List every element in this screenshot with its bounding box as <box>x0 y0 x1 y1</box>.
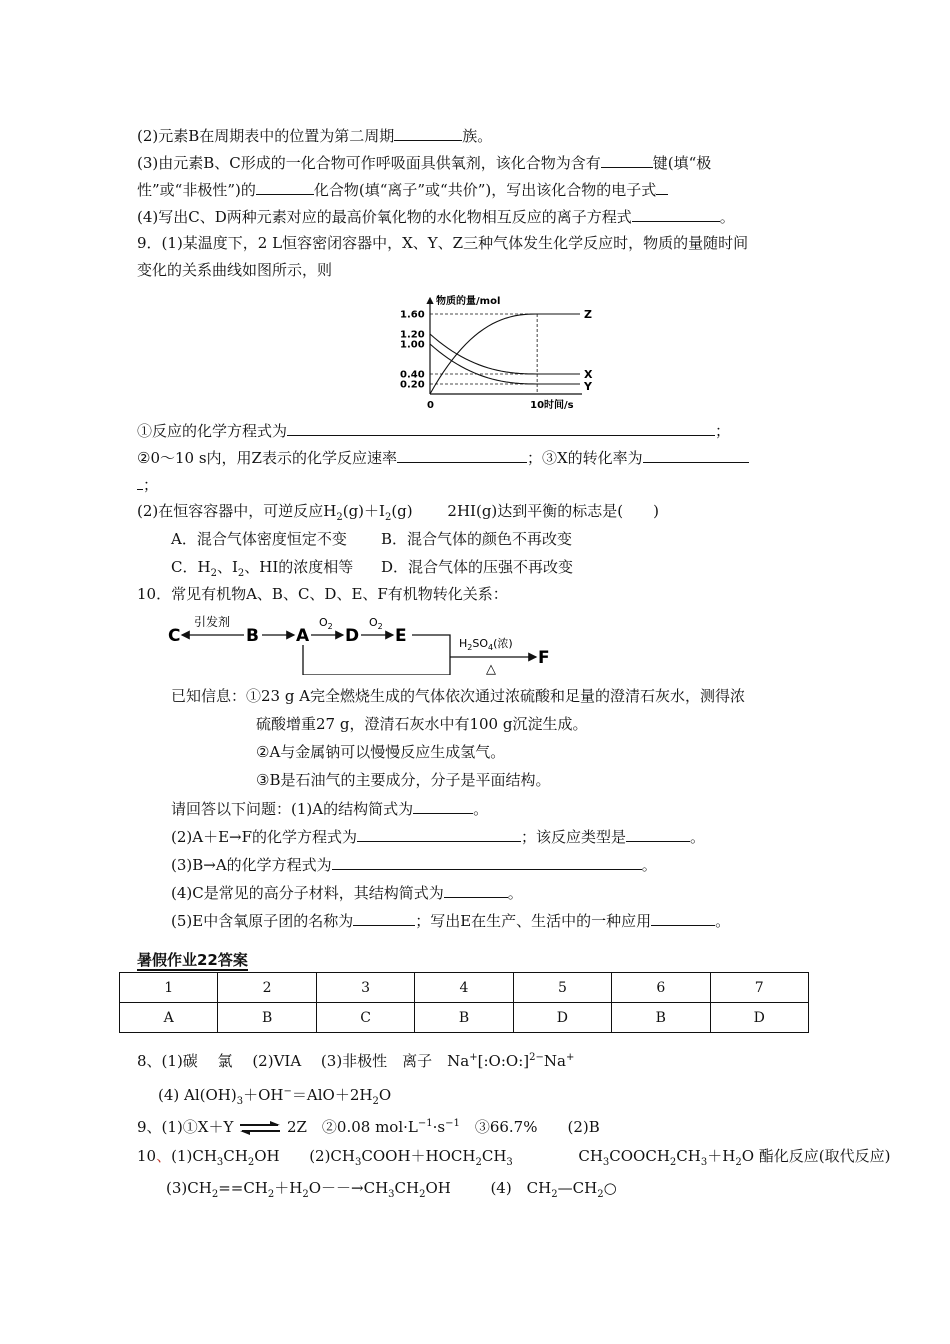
q10-known-1: 已知信息：①23 g A完全燃烧生成的气体依次通过浓硫酸和足量的澄清石灰水，测得浓 <box>171 687 746 705</box>
answer-choice-3: C <box>316 1003 414 1033</box>
answer-choice-5: D <box>513 1003 611 1033</box>
compound-b: B <box>246 626 259 646</box>
q9-option-c: C．$H_2$、$I_2$、HI的浓度相等 <box>171 558 354 579</box>
answer-10-line2: $(3)CH_2==CH_2+H_2O--\to CH_3CH_2OH$ (4) $CH_2—CH_2○$ <box>166 1179 617 1200</box>
y-tick-label: 0.40 <box>400 369 425 381</box>
q9-line1: 9．(1)某温度下，2 L恒容密闭容器中，X、Y、Z三种气体发生化学反应时，物质的量随时间 <box>137 234 749 252</box>
q9-line2: 变化的关系曲线如图所示，则 <box>137 261 333 279</box>
o2-label-2: $O_2$ <box>369 616 383 631</box>
answer-number-3: 3 <box>316 973 414 1003</box>
y-tick-label: 0.20 <box>400 379 425 391</box>
answer-number-5: 5 <box>513 973 611 1003</box>
compound-c: C <box>168 626 181 646</box>
answer-8-line2: (4) $Al(OH)_3+OH^-=AlO+2H_2O$ <box>158 1086 392 1107</box>
x-axis-label: 时间/s <box>544 400 574 411</box>
y-tick-label: 1.20 <box>400 329 425 341</box>
q10-ask-4: (4)C是常见的高分子材料，其结构简式为 。 <box>171 884 523 902</box>
answer-choice-6: B <box>612 1003 710 1033</box>
answer-10-line1: 10、$(1)CH_3CH_2OH$ $(2)CH_3COOH+HOCH_2CH_3$ $CH_3COOCH_2CH_3+H_2O$ 酯化反应(取代反应) <box>137 1147 891 1168</box>
q9-option-b: B．混合气体的颜色不再改变 <box>381 530 573 548</box>
compound-d: D <box>345 626 360 646</box>
answer-table <box>119 972 809 1033</box>
q9-r2: ②0～10 s内，用Z表示的化学反应速率 ；③X的转化率为 <box>137 447 749 468</box>
answer-choice-4: B <box>415 1003 513 1033</box>
q8-line2: (2)元素B在周期表中的位置为第二周期 族。 <box>137 127 493 145</box>
series-label-x: X <box>584 368 593 381</box>
reaction-scheme <box>168 609 560 675</box>
compound-a: A <box>296 626 310 646</box>
compound-e: E <box>395 626 407 646</box>
o2-label-1: $O_2$ <box>319 616 333 631</box>
q10-known-1b: 硫酸增重27 g，澄清石灰水中有100 g沉淀生成。 <box>256 715 588 733</box>
answer-8-line1: 8、(1)碳 氯 (2)VIA (3)非极性 离子 Na+[:O:O:]$^{2-}$Na+ <box>137 1052 575 1070</box>
answer-number-4: 4 <box>415 973 513 1003</box>
h2so4-label: $H_2SO_4$(浓) <box>459 637 513 652</box>
q10-ask-2: (2)A＋E→F的化学方程式为 ；该反应类型是 。 <box>171 828 706 846</box>
compound-f: F <box>538 648 550 668</box>
answer-table-value-row <box>120 1003 809 1033</box>
q9-option-d: D．混合气体的压强不再改变 <box>381 558 574 576</box>
line-e-down <box>412 635 450 657</box>
q10-ask-1: 请回答以下问题：(1)A的结构简式为 。 <box>171 800 489 818</box>
answer-table-header-row <box>120 973 809 1003</box>
answer-choice-7: D <box>710 1003 808 1033</box>
series-label-y: Y <box>584 380 592 393</box>
q8-line3: (3)由元素B、C形成的一化合物可作呼吸面具供氧剂，该化合物为含有 键(填“极 <box>137 154 712 172</box>
initiator-label: 引发剂 <box>194 615 231 629</box>
q8-line4: (4)写出C、D两种元素对应的最高价氧化物的水化物相互反应的离子方程式 。 <box>137 208 735 226</box>
q9-part2: (2)在恒容容器中，可逆反应$H_2(g)+I_2(g)$ 2HI(g)达到平衡的标志是( ) <box>137 502 659 523</box>
heat-symbol: △ <box>486 662 496 675</box>
answers-title: 暑假作业22答案 <box>137 951 248 969</box>
answer-choice-1: A <box>120 1003 218 1033</box>
q9-r1: ①反应的化学方程式为 ； <box>137 422 731 440</box>
series-line-x <box>430 334 580 374</box>
series-label-z: Z <box>584 308 592 321</box>
q10-known-2: ②A与金属钠可以慢慢反应生成氢气。 <box>256 743 506 761</box>
answer-number-6: 6 <box>612 973 710 1003</box>
x-tick-label: 0 <box>427 400 434 411</box>
q10-line1: 10．常见有机物A、B、C、D、E、F有机物转化关系： <box>137 585 508 603</box>
y-tick-label: 1.00 <box>400 339 425 351</box>
q10-known-3: ③B是石油气的主要成分，分子是平面结构。 <box>256 771 551 789</box>
y-axis-label: 物质的量/mol <box>436 296 501 307</box>
x-tick-label: 10 <box>530 400 545 411</box>
q8-line3b: 性”或“非极性”)的 化合物(填“离子”或“共价”)，写出该化合物的电子式 <box>137 179 668 200</box>
amount-time-chart <box>398 292 598 417</box>
answer-9: 9、(1)①X＋Y 2Z ②0.08 $mol\cdot L^{-1}\cdot s^{-1}$ ③66.7% (2)B <box>137 1118 600 1136</box>
q10-ask-5: (5)E中含氧原子团的名称为 ；写出E在生产、生活中的一种应用 。 <box>171 912 731 930</box>
answer-choice-2: B <box>218 1003 316 1033</box>
q9-r2c: ； <box>137 474 158 495</box>
series-line-y <box>430 344 580 384</box>
q10-ask-3: (3)B→A的化学方程式为 。 <box>171 856 657 874</box>
equilibrium-arrow-icon <box>238 1121 282 1135</box>
answer-number-2: 2 <box>218 973 316 1003</box>
answer-number-1: 1 <box>120 973 218 1003</box>
q9-option-a: A．混合气体密度恒定不变 <box>171 530 347 548</box>
y-tick-label: 1.60 <box>400 309 425 321</box>
line-a-down <box>303 645 450 675</box>
answer-number-7: 7 <box>710 973 808 1003</box>
